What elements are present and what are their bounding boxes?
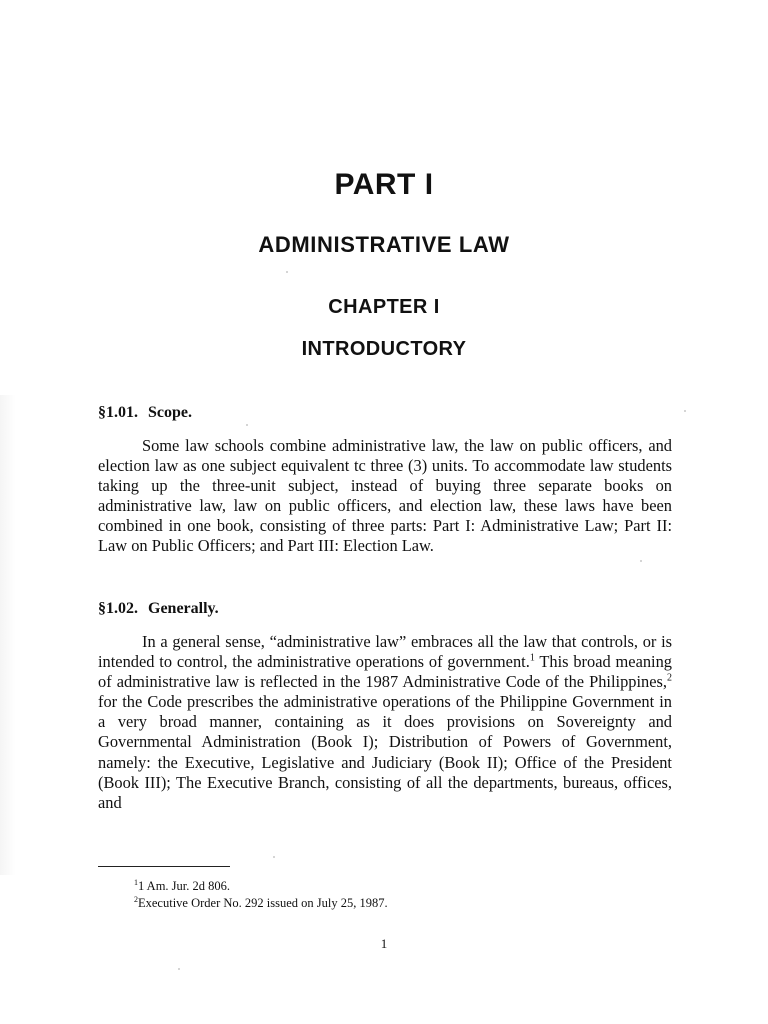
footnote-text: 1 Am. Jur. 2d 806.	[138, 879, 231, 893]
footnote-ref: 2	[667, 672, 672, 684]
section-number: §1.01.	[98, 404, 138, 421]
footnote	[134, 878, 654, 895]
section-heading-generally	[98, 600, 219, 618]
scan-shadow	[0, 395, 16, 875]
body-text-run: for the Code prescribes the administrative operations of the Philippine Government in a very broad manner, containing as it does provisions on Sovereignty and Governmental Administration (Book I); Distribution of Powers of Government, namely: the Executive, Legislative and Judiciary (Book II); Office of the President (Book III); The Executive Branch, consisting of all the departments, bureaus, offices, and	[98, 692, 672, 812]
footnote-divider	[98, 866, 230, 867]
body-text-run: In a general sense, “administrative law” embraces all the law that controls, or is intended to control, the administrative operations of government.	[98, 632, 672, 672]
scan-speck	[246, 424, 248, 426]
footnotes	[134, 878, 654, 912]
scan-speck	[286, 271, 288, 273]
section-title: Generally.	[148, 600, 219, 617]
section-title: Scope.	[148, 404, 192, 421]
page-number: 1	[380, 936, 388, 951]
body-text-run: This broad meaning of administrative law is reflected in the 1987 Administrative Code of the Philippines,	[98, 652, 672, 692]
footnote-ref: 1	[529, 652, 535, 664]
chapter-title: CHAPTER I	[328, 296, 440, 318]
part-title: PART I	[334, 168, 434, 201]
footnote	[134, 895, 654, 912]
section-body-scope: Some law schools combine administrative law, the law on public officers, and election law as one subject equivalent tc three (3) units. To accommodate law students taking up the three-unit subject, instead of buying three separate books on administrative law, law on public officers, and election law, these laws have been combined in one book, consisting of three parts: Part I: Administrative Law; Part II: Law on Public Officers; and Part III: Election Law.	[98, 436, 672, 556]
scan-speck	[684, 410, 686, 412]
footnote-mark: 2	[134, 894, 138, 904]
scan-speck	[640, 560, 642, 562]
footnote-text: Executive Order No. 292 issued on July 25, 1987.	[138, 896, 388, 910]
scan-speck	[273, 856, 275, 858]
chapter-subtitle: INTRODUCTORY	[301, 338, 467, 360]
section-number: §1.02.	[98, 600, 138, 617]
footnote-mark: 1	[134, 877, 138, 887]
section-heading-scope	[98, 404, 192, 422]
section-body-generally	[98, 632, 672, 813]
scan-speck	[178, 968, 180, 970]
part-subtitle: ADMINISTRATIVE LAW	[258, 232, 510, 257]
